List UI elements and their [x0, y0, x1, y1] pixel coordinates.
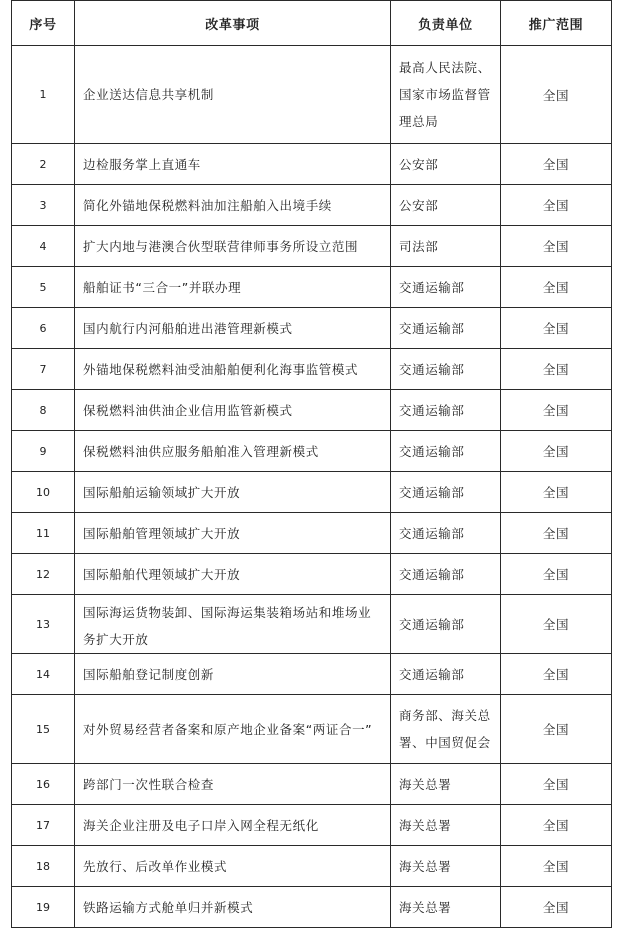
- cell-item: 保税燃料油供油企业信用监管新模式: [75, 390, 391, 431]
- cell-unit: 海关总署: [391, 887, 501, 928]
- cell-unit: 交通运输部: [391, 513, 501, 554]
- cell-scope: 全国: [501, 846, 612, 887]
- table-header-row: [12, 1, 612, 46]
- cell-unit: 公安部: [391, 144, 501, 185]
- cell-item: 国际船舶运输领域扩大开放: [75, 472, 391, 513]
- table-row: [12, 695, 612, 764]
- table-row: [12, 513, 612, 554]
- cell-num: 6: [12, 308, 75, 349]
- table-row: [12, 654, 612, 695]
- table-row: [12, 805, 612, 846]
- cell-item: 保税燃料油供应服务船舶准入管理新模式: [75, 431, 391, 472]
- table-row: [12, 226, 612, 267]
- cell-scope: 全国: [501, 595, 612, 654]
- cell-num: 15: [12, 695, 75, 764]
- cell-unit: 司法部: [391, 226, 501, 267]
- cell-unit: 交通运输部: [391, 308, 501, 349]
- cell-num: 4: [12, 226, 75, 267]
- cell-item: 国际船舶管理领域扩大开放: [75, 513, 391, 554]
- cell-unit: 交通运输部: [391, 554, 501, 595]
- table-row: [12, 887, 612, 928]
- table-row: [12, 144, 612, 185]
- header-unit: 负责单位: [391, 1, 501, 46]
- cell-item: 边检服务掌上直通车: [75, 144, 391, 185]
- cell-unit: 商务部、海关总署、中国贸促会: [391, 695, 501, 764]
- cell-unit: 海关总署: [391, 764, 501, 805]
- cell-scope: 全国: [501, 654, 612, 695]
- cell-num: 18: [12, 846, 75, 887]
- cell-unit: 海关总署: [391, 805, 501, 846]
- cell-num: 3: [12, 185, 75, 226]
- cell-scope: 全国: [501, 185, 612, 226]
- cell-unit: 交通运输部: [391, 267, 501, 308]
- cell-scope: 全国: [501, 513, 612, 554]
- cell-num: 5: [12, 267, 75, 308]
- cell-scope: 全国: [501, 267, 612, 308]
- cell-scope: 全国: [501, 695, 612, 764]
- table-row: [12, 764, 612, 805]
- cell-num: 2: [12, 144, 75, 185]
- cell-item: 外锚地保税燃料油受油船舶便利化海事监管模式: [75, 349, 391, 390]
- header-item: 改革事项: [75, 1, 391, 46]
- cell-num: 10: [12, 472, 75, 513]
- cell-unit: 交通运输部: [391, 390, 501, 431]
- table-row: [12, 846, 612, 887]
- table-row: [12, 472, 612, 513]
- header-scope: 推广范围: [501, 1, 612, 46]
- cell-num: 13: [12, 595, 75, 654]
- cell-item: 简化外锚地保税燃料油加注船舶入出境手续: [75, 185, 391, 226]
- cell-scope: 全国: [501, 554, 612, 595]
- table-row: [12, 349, 612, 390]
- table-row: [12, 431, 612, 472]
- cell-item: 国际海运货物装卸、国际海运集装箱场站和堆场业务扩大开放: [75, 595, 391, 654]
- cell-item: 对外贸易经营者备案和原产地企业备案“两证合一”: [75, 695, 391, 764]
- reform-table: [11, 0, 612, 928]
- cell-item: 国际船舶登记制度创新: [75, 654, 391, 695]
- cell-num: 19: [12, 887, 75, 928]
- cell-num: 1: [12, 46, 75, 144]
- cell-num: 12: [12, 554, 75, 595]
- cell-unit: 交通运输部: [391, 431, 501, 472]
- cell-item: 铁路运输方式舱单归并新模式: [75, 887, 391, 928]
- cell-item: 企业送达信息共享机制: [75, 46, 391, 144]
- table-row: [12, 554, 612, 595]
- cell-unit: 最高人民法院、国家市场监督管理总局: [391, 46, 501, 144]
- cell-item: 国际船舶代理领域扩大开放: [75, 554, 391, 595]
- cell-scope: 全国: [501, 390, 612, 431]
- cell-item: 先放行、后改单作业模式: [75, 846, 391, 887]
- table-row: [12, 595, 612, 654]
- table-row: [12, 390, 612, 431]
- cell-scope: 全国: [501, 887, 612, 928]
- cell-item: 跨部门一次性联合检查: [75, 764, 391, 805]
- header-num: 序号: [12, 1, 75, 46]
- cell-scope: 全国: [501, 308, 612, 349]
- cell-scope: 全国: [501, 349, 612, 390]
- cell-item: 国内航行内河船舶进出港管理新模式: [75, 308, 391, 349]
- cell-scope: 全国: [501, 431, 612, 472]
- table-row: [12, 185, 612, 226]
- cell-num: 17: [12, 805, 75, 846]
- cell-scope: 全国: [501, 472, 612, 513]
- cell-scope: 全国: [501, 226, 612, 267]
- cell-unit: 交通运输部: [391, 349, 501, 390]
- cell-num: 16: [12, 764, 75, 805]
- cell-unit: 公安部: [391, 185, 501, 226]
- table-row: [12, 267, 612, 308]
- cell-scope: 全国: [501, 764, 612, 805]
- cell-scope: 全国: [501, 46, 612, 144]
- cell-item: 船舶证书“三合一”并联办理: [75, 267, 391, 308]
- cell-scope: 全国: [501, 144, 612, 185]
- cell-num: 9: [12, 431, 75, 472]
- cell-num: 14: [12, 654, 75, 695]
- cell-unit: 交通运输部: [391, 472, 501, 513]
- cell-unit: 交通运输部: [391, 654, 501, 695]
- cell-item: 扩大内地与港澳合伙型联营律师事务所设立范围: [75, 226, 391, 267]
- cell-scope: 全国: [501, 805, 612, 846]
- cell-num: 7: [12, 349, 75, 390]
- cell-num: 11: [12, 513, 75, 554]
- cell-unit: 交通运输部: [391, 595, 501, 654]
- table-row: [12, 46, 612, 144]
- cell-num: 8: [12, 390, 75, 431]
- table-row: [12, 308, 612, 349]
- cell-item: 海关企业注册及电子口岸入网全程无纸化: [75, 805, 391, 846]
- cell-unit: 海关总署: [391, 846, 501, 887]
